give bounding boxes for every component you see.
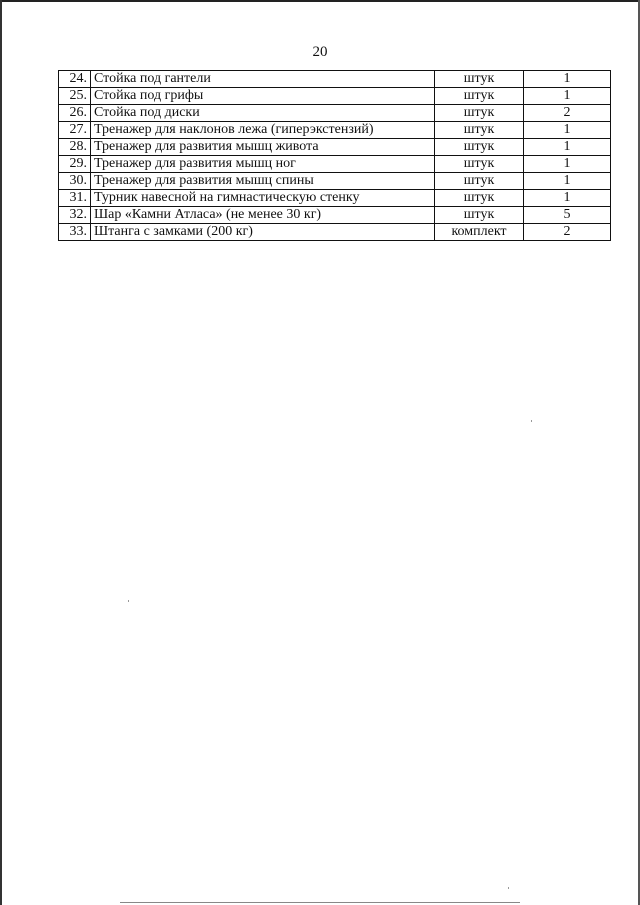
item-quantity: 1 xyxy=(524,190,611,207)
scan-speck xyxy=(508,887,509,889)
table-row xyxy=(59,71,611,88)
item-unit: штук xyxy=(435,88,524,105)
table-row xyxy=(59,122,611,139)
item-unit: штук xyxy=(435,71,524,88)
item-quantity: 2 xyxy=(524,224,611,241)
table-row xyxy=(59,88,611,105)
item-unit: штук xyxy=(435,139,524,156)
item-quantity: 1 xyxy=(524,88,611,105)
row-number: 31. xyxy=(59,190,91,207)
item-unit: штук xyxy=(435,207,524,224)
item-quantity: 1 xyxy=(524,173,611,190)
row-number: 30. xyxy=(59,173,91,190)
item-quantity: 1 xyxy=(524,71,611,88)
item-quantity: 1 xyxy=(524,122,611,139)
row-number: 25. xyxy=(59,88,91,105)
equipment-table xyxy=(58,70,611,241)
item-quantity: 1 xyxy=(524,156,611,173)
scan-edge-line xyxy=(120,902,520,903)
row-number: 32. xyxy=(59,207,91,224)
item-unit: штук xyxy=(435,122,524,139)
table-row xyxy=(59,173,611,190)
row-number: 29. xyxy=(59,156,91,173)
row-number: 33. xyxy=(59,224,91,241)
page-border-top xyxy=(0,0,640,2)
row-number: 27. xyxy=(59,122,91,139)
scan-speck xyxy=(128,600,129,602)
item-quantity: 2 xyxy=(524,105,611,122)
item-name: Тренажер для развития мышц ног xyxy=(91,156,435,173)
page-border-left xyxy=(0,0,2,905)
table-row xyxy=(59,190,611,207)
item-name: Шар «Камни Атласа» (не менее 30 кг) xyxy=(91,207,435,224)
row-number: 28. xyxy=(59,139,91,156)
item-name: Стойка под грифы xyxy=(91,88,435,105)
table-row xyxy=(59,207,611,224)
scan-speck xyxy=(531,420,532,422)
row-number: 26. xyxy=(59,105,91,122)
table-row xyxy=(59,105,611,122)
item-unit: штук xyxy=(435,190,524,207)
item-unit: штук xyxy=(435,173,524,190)
item-quantity: 5 xyxy=(524,207,611,224)
page-number: 20 xyxy=(312,44,328,60)
item-name: Тренажер для развития мышц спины xyxy=(91,173,435,190)
item-unit: штук xyxy=(435,156,524,173)
item-quantity: 1 xyxy=(524,139,611,156)
table-row xyxy=(59,156,611,173)
item-unit: комплект xyxy=(435,224,524,241)
table-row xyxy=(59,139,611,156)
item-unit: штук xyxy=(435,105,524,122)
item-name: Тренажер для развития мышц живота xyxy=(91,139,435,156)
table-row xyxy=(59,224,611,241)
item-name: Штанга с замками (200 кг) xyxy=(91,224,435,241)
item-name: Тренажер для наклонов лежа (гиперэкстензий) xyxy=(91,122,435,139)
row-number: 24. xyxy=(59,71,91,88)
item-name: Турник навесной на гимнастическую стенку xyxy=(91,190,435,207)
item-name: Стойка под гантели xyxy=(91,71,435,88)
item-name: Стойка под диски xyxy=(91,105,435,122)
